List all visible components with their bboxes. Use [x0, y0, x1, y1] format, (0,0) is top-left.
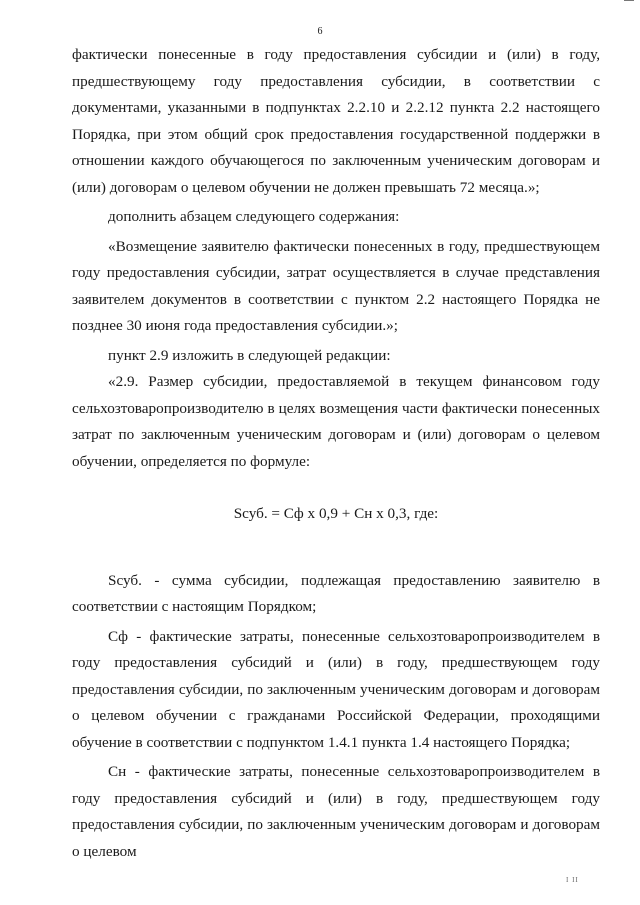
scan-bottom-mark: I II [566, 876, 579, 884]
paragraph-reimbursement: «Возмещение заявителю фактически понесенных в году, предшествующем году предоставления субсидии, затрат осуществляется в случае представления заявителем документов в соответствии с пунктом 2.2 настоящего Порядка не позднее 30 июня года предоставления субсидии.»; [72, 237, 600, 334]
definition-s-f: Сф - фактические затраты, понесенные сельхозтоваропроизводителем в году предоставления субсидий и (или) в году, предшествующем году предоставления субсидии, по заключенным ученическим договорам и договорам о целевом обучении с гражданами Российской Федерации, проходящими обучение в соответствии с подпунктом 1.4.1 пункта 1.4 настоящего Порядка; [72, 627, 600, 751]
definition-s-sub: Sсуб. - сумма субсидии, подлежащая предоставлению заявителю в соответствии с настоящим Порядком; [72, 571, 600, 615]
page-number: 6 [317, 26, 323, 37]
document-body [72, 42, 600, 865]
definition-s-n: Сн - фактические затраты, понесенные сельхозтоваропроизводителем в году предоставления субсидий и (или) в году, предшествующем году предоставления субсидии, по заключенным ученическим договорам и договорам о целевом [72, 763, 600, 860]
paragraph-2-9: «2.9. Размер субсидии, предоставляемой в текущем финансовом году сельхозтоваропроизводителю в целях возмещения части фактически понесенных затрат по заключенным ученическим договорам и (или) договорам о целевом обучении, определяется по формуле: [72, 373, 600, 470]
paragraph-continuation: фактически понесенные в году предоставления субсидии и (или) в году, предшествующему году предоставления субсидии, в соответствии с документами, указанными в подпунктах 2.2.10 и 2.2.12 пункта 2.2 настоящего Порядка, при этом общий срок предоставления государственной поддержки в отношении каждого обучающегося по заключенным ученическим договорам и (или) договорам о целевом обучении не должен превышать 72 месяца.»; [72, 46, 600, 196]
paragraph-instruction-add: дополнить абзацем следующего содержания: [108, 208, 400, 225]
subsidy-formula: Sсуб. = Сф x 0,9 + Сн x 0,3, где: [233, 505, 439, 522]
scan-corner-mark [624, 0, 634, 3]
paragraph-instruction-2-9: пункт 2.9 изложить в следующей редакции: [108, 346, 391, 364]
